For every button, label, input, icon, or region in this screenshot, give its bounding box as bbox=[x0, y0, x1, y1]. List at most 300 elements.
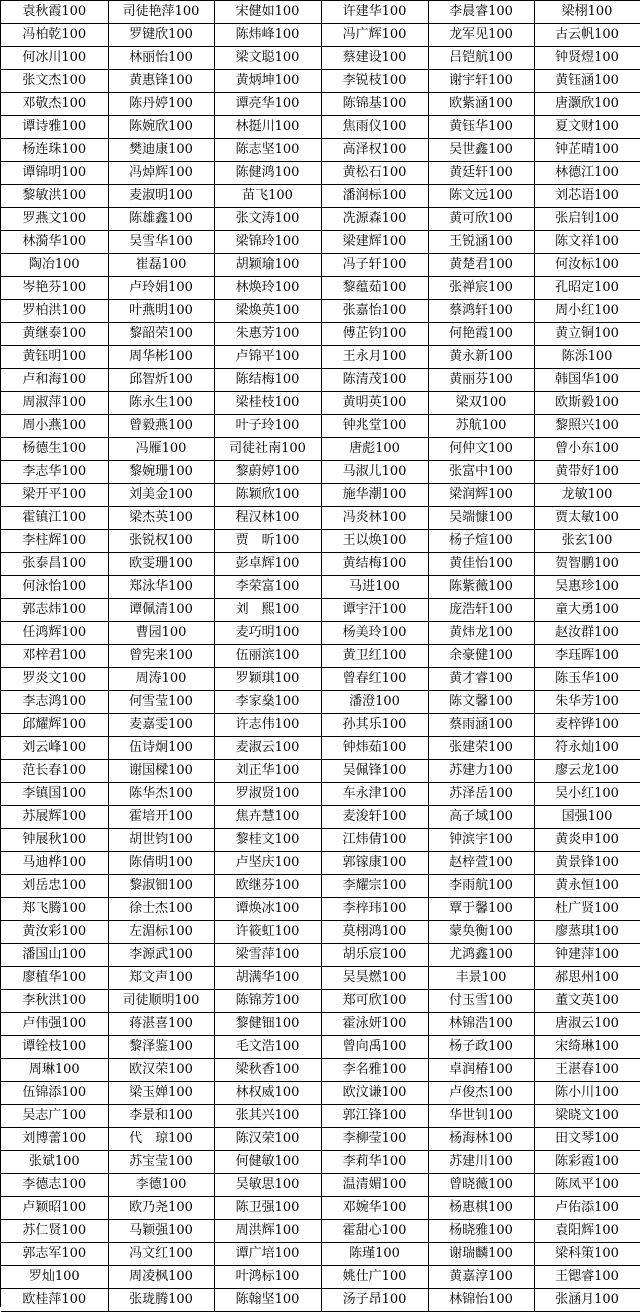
donor-entry-cell: 梁晓文100 bbox=[534, 1105, 640, 1128]
donor-entry-cell: 司徒艳萍100 bbox=[108, 1, 214, 24]
donor-entry-cell: 罗柏洪100 bbox=[1, 300, 108, 323]
donor-entry-cell: 周涛100 bbox=[108, 668, 214, 691]
donor-entry-cell: 周小红100 bbox=[534, 300, 640, 323]
donor-entry-cell: 卓润椿100 bbox=[428, 1059, 534, 1082]
donor-entry-cell: 霍培开100 bbox=[108, 806, 214, 829]
donor-entry-cell: 李晨睿100 bbox=[428, 1, 534, 24]
donor-entry-cell: 廖植华100 bbox=[1, 967, 108, 990]
donor-entry-cell: 张斌100 bbox=[1, 1151, 108, 1174]
donor-entry-cell: 麦梓铧100 bbox=[534, 714, 640, 737]
donor-entry-cell: 黄炜龙100 bbox=[428, 622, 534, 645]
donor-entry-cell: 钟贤煜100 bbox=[534, 47, 640, 70]
donor-entry-cell: 杨子政100 bbox=[428, 1036, 534, 1059]
donor-entry-cell: 卢俊杰100 bbox=[428, 1082, 534, 1105]
table-row bbox=[1, 507, 640, 530]
donor-entry-cell: 苏航100 bbox=[428, 415, 534, 438]
donor-entry-cell: 陈玉华100 bbox=[534, 668, 640, 691]
donor-entry-cell: 黄可欣100 bbox=[428, 208, 534, 231]
donor-entry-cell: 黄景锋100 bbox=[534, 852, 640, 875]
donor-entry-cell: 梁玉婵100 bbox=[108, 1082, 214, 1105]
donor-entry-cell: 黄丽芬100 bbox=[428, 369, 534, 392]
donor-entry-cell: 刘云峰100 bbox=[1, 737, 108, 760]
donor-entry-cell: 高泽权100 bbox=[321, 139, 428, 162]
donor-entry-cell: 陈雄鑫100 bbox=[108, 208, 214, 231]
donor-entry-cell: 伍丽滨100 bbox=[214, 645, 321, 668]
donor-entry-cell: 吴惠珍100 bbox=[534, 576, 640, 599]
donor-entry-cell: 马迪桦100 bbox=[1, 852, 108, 875]
table-row bbox=[1, 921, 640, 944]
donor-entry-cell: 马淑儿100 bbox=[321, 461, 428, 484]
donor-entry-cell: 梁文聪100 bbox=[214, 47, 321, 70]
donor-entry-cell: 叶鸿标100 bbox=[214, 1266, 321, 1289]
donor-entry-cell: 李名雅100 bbox=[321, 1059, 428, 1082]
donor-entry-cell: 刘美金100 bbox=[108, 484, 214, 507]
donor-entry-cell: 黎泽鉴100 bbox=[108, 1036, 214, 1059]
donor-entry-cell: 谢国樑100 bbox=[108, 760, 214, 783]
donor-entry-cell: 江炜倩100 bbox=[321, 829, 428, 852]
donor-entry-cell: 苏展辉100 bbox=[1, 806, 108, 829]
donor-entry-cell: 李志鸿100 bbox=[1, 691, 108, 714]
table-row bbox=[1, 990, 640, 1013]
donor-entry-cell: 陈彩霞100 bbox=[534, 1151, 640, 1174]
donor-entry-cell: 欧紫涵100 bbox=[428, 93, 534, 116]
table-row bbox=[1, 415, 640, 438]
donor-entry-cell: 梁杰英100 bbox=[108, 507, 214, 530]
donor-entry-cell: 杨晓雅100 bbox=[428, 1220, 534, 1243]
table-row bbox=[1, 668, 640, 691]
donor-entry-cell: 欧继芬100 bbox=[214, 875, 321, 898]
table-row bbox=[1, 806, 640, 829]
donor-entry-cell: 欧雯珊100 bbox=[108, 553, 214, 576]
donor-entry-cell: 谭焕冰100 bbox=[214, 898, 321, 921]
donor-entry-cell: 罗炎文100 bbox=[1, 668, 108, 691]
donor-entry-cell: 霍甜心100 bbox=[321, 1220, 428, 1243]
donor-entry-cell: 马颖强100 bbox=[108, 1220, 214, 1243]
donor-entry-cell: 冯文红100 bbox=[108, 1243, 214, 1266]
donor-entry-cell: 钟建萍100 bbox=[534, 944, 640, 967]
donor-entry-cell: 邓婉华100 bbox=[321, 1197, 428, 1220]
donor-entry-cell: 李源武100 bbox=[108, 944, 214, 967]
table-row bbox=[1, 852, 640, 875]
donor-entry-cell: 龙敏100 bbox=[534, 484, 640, 507]
donor-entry-cell: 黄佳怡100 bbox=[428, 553, 534, 576]
donor-entry-cell: 张锐权100 bbox=[108, 530, 214, 553]
donor-entry-cell: 谭宇汗100 bbox=[321, 599, 428, 622]
donor-entry-cell: 黄立铜100 bbox=[534, 323, 640, 346]
donor-entry-cell: 邱耀辉100 bbox=[1, 714, 108, 737]
donor-entry-cell: 符永灿100 bbox=[534, 737, 640, 760]
donor-entry-cell: 黄钰华100 bbox=[428, 116, 534, 139]
donor-entry-cell: 毛文浩100 bbox=[214, 1036, 321, 1059]
donor-entry-cell: 曾晓薇100 bbox=[428, 1174, 534, 1197]
donor-entry-cell: 赵梓萱100 bbox=[428, 852, 534, 875]
table-row bbox=[1, 1266, 640, 1289]
donor-entry-cell: 陈文馨100 bbox=[428, 691, 534, 714]
donor-entry-cell: 林挺川100 bbox=[214, 116, 321, 139]
donor-entry-cell: 陈小川100 bbox=[534, 1082, 640, 1105]
donor-entry-cell: 夏文财100 bbox=[534, 116, 640, 139]
table-row bbox=[1, 944, 640, 967]
donor-entry-cell: 黄永恒100 bbox=[534, 875, 640, 898]
donor-entry-cell: 李雨航100 bbox=[428, 875, 534, 898]
donor-entry-cell: 林锦怡100 bbox=[428, 1289, 534, 1312]
donor-entry-cell: 蔡建设100 bbox=[321, 47, 428, 70]
donor-entry-cell: 陈炜峰100 bbox=[214, 24, 321, 47]
donor-entry-cell: 黄才睿100 bbox=[428, 668, 534, 691]
table-row bbox=[1, 93, 640, 116]
donor-entry-cell: 陈清茂100 bbox=[321, 369, 428, 392]
donor-entry-cell: 曾小东100 bbox=[534, 438, 640, 461]
donor-entry-cell: 任鸿辉100 bbox=[1, 622, 108, 645]
donor-name-grid bbox=[1, 1, 640, 1312]
donor-entry-cell: 曾春红100 bbox=[321, 668, 428, 691]
donor-entry-cell: 何艳霞100 bbox=[428, 323, 534, 346]
table-row bbox=[1, 1082, 640, 1105]
donor-entry-cell: 潘国山100 bbox=[1, 944, 108, 967]
donor-entry-cell: 尤鸿鑫100 bbox=[428, 944, 534, 967]
donor-entry-cell: 王以焕100 bbox=[321, 530, 428, 553]
donor-entry-cell: 陈健鸿100 bbox=[214, 162, 321, 185]
donor-entry-cell: 麦淑云100 bbox=[214, 737, 321, 760]
donor-entry-cell: 黄钰涵100 bbox=[534, 70, 640, 93]
donor-entry-cell: 周琳100 bbox=[1, 1059, 108, 1082]
donor-entry-cell: 王锶睿100 bbox=[534, 1266, 640, 1289]
donor-entry-cell: 汤子昂100 bbox=[321, 1289, 428, 1312]
donor-entry-cell: 董文英100 bbox=[534, 990, 640, 1013]
donor-entry-cell: 张文杰100 bbox=[1, 70, 108, 93]
donor-entry-cell: 刘正华100 bbox=[214, 760, 321, 783]
donor-entry-cell: 左湄标100 bbox=[108, 921, 214, 944]
table-row bbox=[1, 70, 640, 93]
donor-entry-cell: 蔡雨涵100 bbox=[428, 714, 534, 737]
donor-entry-cell: 苏宝莹100 bbox=[108, 1151, 214, 1174]
donor-entry-cell: 麦淑明100 bbox=[108, 185, 214, 208]
donor-entry-cell: 张启钊100 bbox=[534, 208, 640, 231]
donor-grid-body bbox=[1, 1, 640, 1312]
table-row bbox=[1, 1059, 640, 1082]
donor-entry-cell: 杨惠棋100 bbox=[428, 1197, 534, 1220]
donor-entry-cell: 欧汉荣100 bbox=[108, 1059, 214, 1082]
donor-entry-cell: 黄带好100 bbox=[534, 461, 640, 484]
donor-entry-cell: 司徒顺明100 bbox=[108, 990, 214, 1013]
donor-entry-cell: 古云帆100 bbox=[534, 24, 640, 47]
donor-entry-cell: 宋绮琳100 bbox=[534, 1036, 640, 1059]
donor-entry-cell: 焦卉慧100 bbox=[214, 806, 321, 829]
donor-entry-cell: 蔡鸿轩100 bbox=[428, 300, 534, 323]
table-row bbox=[1, 1128, 640, 1151]
donor-entry-cell: 黄廷轩100 bbox=[428, 162, 534, 185]
donor-entry-cell: 唐彪100 bbox=[321, 438, 428, 461]
donor-entry-cell: 罗灿100 bbox=[1, 1266, 108, 1289]
donor-entry-cell: 霍镇江100 bbox=[1, 507, 108, 530]
donor-entry-cell: 赵汝群100 bbox=[534, 622, 640, 645]
donor-entry-cell: 孙其乐100 bbox=[321, 714, 428, 737]
donor-entry-cell: 徐士杰100 bbox=[108, 898, 214, 921]
donor-entry-cell: 冯子轩100 bbox=[321, 254, 428, 277]
table-row bbox=[1, 47, 640, 70]
donor-entry-cell: 黄永新100 bbox=[428, 346, 534, 369]
donor-entry-cell: 周淑萍100 bbox=[1, 392, 108, 415]
donor-entry-cell: 华世钊100 bbox=[428, 1105, 534, 1128]
donor-entry-cell: 陈结梅100 bbox=[214, 369, 321, 392]
donor-entry-cell: 卢玲娟100 bbox=[108, 277, 214, 300]
donor-entry-cell: 张富中100 bbox=[428, 461, 534, 484]
donor-entry-cell: 钟兆堂100 bbox=[321, 415, 428, 438]
donor-entry-cell: 谢宇轩100 bbox=[428, 70, 534, 93]
donor-entry-cell: 田文琴100 bbox=[534, 1128, 640, 1151]
donor-entry-cell: 张泰昌100 bbox=[1, 553, 108, 576]
donor-entry-cell: 傅芷钧100 bbox=[321, 323, 428, 346]
donor-entry-cell: 范长春100 bbox=[1, 760, 108, 783]
donor-entry-cell: 车永津100 bbox=[321, 783, 428, 806]
table-row bbox=[1, 714, 640, 737]
donor-entry-cell: 李莉华100 bbox=[321, 1151, 428, 1174]
donor-entry-cell: 唐淑云100 bbox=[534, 1013, 640, 1036]
donor-entry-cell: 岑艳芬100 bbox=[1, 277, 108, 300]
donor-entry-cell: 卢坚庆100 bbox=[214, 852, 321, 875]
donor-entry-cell: 钟滨宇100 bbox=[428, 829, 534, 852]
donor-entry-cell: 吴志广100 bbox=[1, 1105, 108, 1128]
donor-entry-cell: 曾宪来100 bbox=[108, 645, 214, 668]
donor-entry-cell: 郑可欣100 bbox=[321, 990, 428, 1013]
donor-entry-cell: 钟炜茹100 bbox=[321, 737, 428, 760]
donor-entry-cell: 黎韶荣100 bbox=[108, 323, 214, 346]
donor-entry-cell: 麦巧明100 bbox=[214, 622, 321, 645]
table-row bbox=[1, 530, 640, 553]
donor-entry-cell: 杨连珠100 bbox=[1, 139, 108, 162]
table-row bbox=[1, 1197, 640, 1220]
donor-entry-cell: 郑飞腾100 bbox=[1, 898, 108, 921]
donor-entry-cell: 彭卓辉100 bbox=[214, 553, 321, 576]
donor-entry-cell: 温清媚100 bbox=[321, 1174, 428, 1197]
donor-entry-cell: 张涵月100 bbox=[534, 1289, 640, 1312]
donor-entry-cell: 陈华杰100 bbox=[108, 783, 214, 806]
table-row bbox=[1, 599, 640, 622]
donor-entry-cell: 陈泺100 bbox=[534, 346, 640, 369]
donor-entry-cell: 冯广辉100 bbox=[321, 24, 428, 47]
donor-entry-cell: 郭志军100 bbox=[1, 1243, 108, 1266]
table-row bbox=[1, 1220, 640, 1243]
donor-entry-cell: 李志华100 bbox=[1, 461, 108, 484]
donor-entry-cell: 何汝标100 bbox=[534, 254, 640, 277]
table-row bbox=[1, 1036, 640, 1059]
table-row bbox=[1, 576, 640, 599]
donor-entry-cell: 黎桂文100 bbox=[214, 829, 321, 852]
table-row bbox=[1, 254, 640, 277]
table-row bbox=[1, 898, 640, 921]
donor-entry-cell: 梁栩100 bbox=[534, 1, 640, 24]
donor-entry-cell: 林德江100 bbox=[534, 162, 640, 185]
donor-entry-cell: 潘润标100 bbox=[321, 185, 428, 208]
table-row bbox=[1, 116, 640, 139]
donor-entry-cell: 陈紫薇100 bbox=[428, 576, 534, 599]
donor-entry-cell: 郝思州100 bbox=[534, 967, 640, 990]
donor-entry-cell: 梁建辉100 bbox=[321, 231, 428, 254]
table-row bbox=[1, 1013, 640, 1036]
donor-entry-cell: 陈锦基100 bbox=[321, 93, 428, 116]
table-row bbox=[1, 691, 640, 714]
donor-entry-cell: 何冰川100 bbox=[1, 47, 108, 70]
donor-entry-cell: 叶燕明100 bbox=[108, 300, 214, 323]
donor-entry-cell: 黄炎申100 bbox=[534, 829, 640, 852]
donor-entry-cell: 覃于馨100 bbox=[428, 898, 534, 921]
donor-entry-cell: 杨海林100 bbox=[428, 1128, 534, 1151]
donor-entry-cell: 黄结梅100 bbox=[321, 553, 428, 576]
donor-entry-cell: 梁锦玲100 bbox=[214, 231, 321, 254]
donor-entry-cell: 黄炳坤100 bbox=[214, 70, 321, 93]
donor-entry-cell: 邓敬杰100 bbox=[1, 93, 108, 116]
donor-entry-cell: 吴世鑫100 bbox=[428, 139, 534, 162]
donor-entry-cell: 李梓玮100 bbox=[321, 898, 428, 921]
donor-entry-cell: 欧汶谦100 bbox=[321, 1082, 428, 1105]
donor-entry-cell: 马进100 bbox=[321, 576, 428, 599]
donor-entry-cell: 张禅宸100 bbox=[428, 277, 534, 300]
donor-entry-cell: 张玄100 bbox=[534, 530, 640, 553]
donor-entry-cell: 梁焕英100 bbox=[214, 300, 321, 323]
donor-entry-cell: 莫栩鸿100 bbox=[321, 921, 428, 944]
donor-entry-cell: 卢佑添100 bbox=[534, 1197, 640, 1220]
donor-entry-cell: 焦雨仪100 bbox=[321, 116, 428, 139]
donor-entry-cell: 林锦浩100 bbox=[428, 1013, 534, 1036]
donor-entry-cell: 施华潮100 bbox=[321, 484, 428, 507]
table-row bbox=[1, 484, 640, 507]
donor-entry-cell: 崔磊100 bbox=[108, 254, 214, 277]
donor-entry-cell: 叶子玲100 bbox=[214, 415, 321, 438]
table-row bbox=[1, 323, 640, 346]
donor-entry-cell: 程汉林100 bbox=[214, 507, 321, 530]
donor-entry-cell: 宋健如100 bbox=[214, 1, 321, 24]
donor-entry-cell: 谭诗雅100 bbox=[1, 116, 108, 139]
table-row bbox=[1, 139, 640, 162]
table-row bbox=[1, 1151, 640, 1174]
donor-entry-cell: 王永月100 bbox=[321, 346, 428, 369]
donor-entry-cell: 钟芷晴100 bbox=[534, 139, 640, 162]
donor-entry-cell: 何仲文100 bbox=[428, 438, 534, 461]
donor-entry-cell: 陈凤平100 bbox=[534, 1174, 640, 1197]
donor-entry-cell: 冯柏乾100 bbox=[1, 24, 108, 47]
donor-entry-cell: 黄惠锋100 bbox=[108, 70, 214, 93]
donor-entry-cell: 刘 熙100 bbox=[214, 599, 321, 622]
donor-entry-cell: 陈颖欣100 bbox=[214, 484, 321, 507]
table-row bbox=[1, 438, 640, 461]
donor-entry-cell: 廖蒸琪100 bbox=[534, 921, 640, 944]
table-row bbox=[1, 737, 640, 760]
donor-entry-cell: 吴小红100 bbox=[534, 783, 640, 806]
donor-entry-cell: 麦嘉雯100 bbox=[108, 714, 214, 737]
donor-entry-cell: 霍泳妍100 bbox=[321, 1013, 428, 1036]
donor-entry-cell: 李荣富100 bbox=[214, 576, 321, 599]
donor-entry-cell: 黎健钿100 bbox=[214, 1013, 321, 1036]
table-row bbox=[1, 829, 640, 852]
donor-entry-cell: 黎婉珊100 bbox=[108, 461, 214, 484]
donor-entry-cell: 卢伟强100 bbox=[1, 1013, 108, 1036]
donor-entry-cell: 朱华芳100 bbox=[534, 691, 640, 714]
donor-entry-cell: 苏泽岳100 bbox=[428, 783, 534, 806]
donor-entry-cell: 林丽怡100 bbox=[108, 47, 214, 70]
donor-entry-cell: 苏仁贤100 bbox=[1, 1220, 108, 1243]
donor-entry-cell: 梁开平100 bbox=[1, 484, 108, 507]
donor-entry-cell: 伍诗炯100 bbox=[108, 737, 214, 760]
donor-entry-cell: 李家燊100 bbox=[214, 691, 321, 714]
donor-entry-cell: 黄卫红100 bbox=[321, 645, 428, 668]
donor-entry-cell: 梁雪萍100 bbox=[214, 944, 321, 967]
donor-entry-cell: 胡乐宸100 bbox=[321, 944, 428, 967]
donor-entry-cell: 谭广培100 bbox=[214, 1243, 321, 1266]
donor-entry-cell: 伍锦添100 bbox=[1, 1082, 108, 1105]
donor-entry-cell: 黎照兴100 bbox=[534, 415, 640, 438]
donor-entry-cell: 梁桂枝100 bbox=[214, 392, 321, 415]
donor-entry-cell: 胡颖瑜100 bbox=[214, 254, 321, 277]
donor-entry-cell: 黄继泰100 bbox=[1, 323, 108, 346]
donor-entry-cell: 郑泳华100 bbox=[108, 576, 214, 599]
donor-entry-cell: 冼源森100 bbox=[321, 208, 428, 231]
donor-entry-cell: 朱惠芳100 bbox=[214, 323, 321, 346]
donor-entry-cell: 冯雁100 bbox=[108, 438, 214, 461]
donor-entry-cell: 周华彬100 bbox=[108, 346, 214, 369]
donor-entry-cell: 李镇国100 bbox=[1, 783, 108, 806]
donor-entry-cell: 许志伟100 bbox=[214, 714, 321, 737]
donor-entry-cell: 李锐枝100 bbox=[321, 70, 428, 93]
donor-entry-cell: 龙军见100 bbox=[428, 24, 534, 47]
donor-entry-cell: 杨子煊100 bbox=[428, 530, 534, 553]
donor-entry-cell: 李柱辉100 bbox=[1, 530, 108, 553]
donor-entry-cell: 胡世钧100 bbox=[108, 829, 214, 852]
donor-entry-cell: 冯炎林100 bbox=[321, 507, 428, 530]
donor-entry-cell: 黄钰明100 bbox=[1, 346, 108, 369]
donor-entry-cell: 张文涛100 bbox=[214, 208, 321, 231]
donor-entry-cell: 曹园100 bbox=[108, 622, 214, 645]
donor-entry-cell: 李德志100 bbox=[1, 1174, 108, 1197]
table-row bbox=[1, 1289, 640, 1312]
donor-entry-cell: 梁双100 bbox=[428, 392, 534, 415]
donor-entry-cell: 何健敏100 bbox=[214, 1151, 321, 1174]
donor-entry-cell: 童大勇100 bbox=[534, 599, 640, 622]
donor-entry-cell: 曾毅燕100 bbox=[108, 415, 214, 438]
donor-entry-cell: 谢瑞麟100 bbox=[428, 1243, 534, 1266]
donor-entry-cell: 欧桂萍100 bbox=[1, 1289, 108, 1312]
donor-entry-cell: 杜广贤100 bbox=[534, 898, 640, 921]
table-row bbox=[1, 1174, 640, 1197]
donor-entry-cell: 许筱虹100 bbox=[214, 921, 321, 944]
donor-entry-cell: 黄嘉淳100 bbox=[428, 1266, 534, 1289]
donor-entry-cell: 姚仕广100 bbox=[321, 1266, 428, 1289]
donor-entry-cell: 胡满华100 bbox=[214, 967, 321, 990]
donor-entry-cell: 罗键欣100 bbox=[108, 24, 214, 47]
donor-entry-cell: 樊迪康100 bbox=[108, 139, 214, 162]
donor-entry-cell: 钟展秋100 bbox=[1, 829, 108, 852]
table-row bbox=[1, 1, 640, 24]
table-row bbox=[1, 392, 640, 415]
donor-entry-cell: 贾太敏100 bbox=[534, 507, 640, 530]
donor-entry-cell: 黎蔚婷100 bbox=[214, 461, 321, 484]
donor-entry-cell: 国强100 bbox=[534, 806, 640, 829]
donor-entry-cell: 陈翰坚100 bbox=[214, 1289, 321, 1312]
table-row bbox=[1, 875, 640, 898]
donor-entry-cell: 冯焯辉100 bbox=[108, 162, 214, 185]
donor-entry-cell: 贾 昕100 bbox=[214, 530, 321, 553]
donor-entry-cell: 陈锦芳100 bbox=[214, 990, 321, 1013]
table-row bbox=[1, 783, 640, 806]
table-row bbox=[1, 1243, 640, 1266]
donor-entry-cell: 郭志炜100 bbox=[1, 599, 108, 622]
donor-entry-cell: 吴敏思100 bbox=[214, 1174, 321, 1197]
donor-entry-cell: 刘岳忠100 bbox=[1, 875, 108, 898]
donor-entry-cell: 黎蕴茹100 bbox=[321, 277, 428, 300]
donor-entry-cell: 刘博蕾100 bbox=[1, 1128, 108, 1151]
table-row bbox=[1, 162, 640, 185]
donor-entry-cell: 张其兴100 bbox=[214, 1105, 321, 1128]
donor-entry-cell: 唐灏欣100 bbox=[534, 93, 640, 116]
